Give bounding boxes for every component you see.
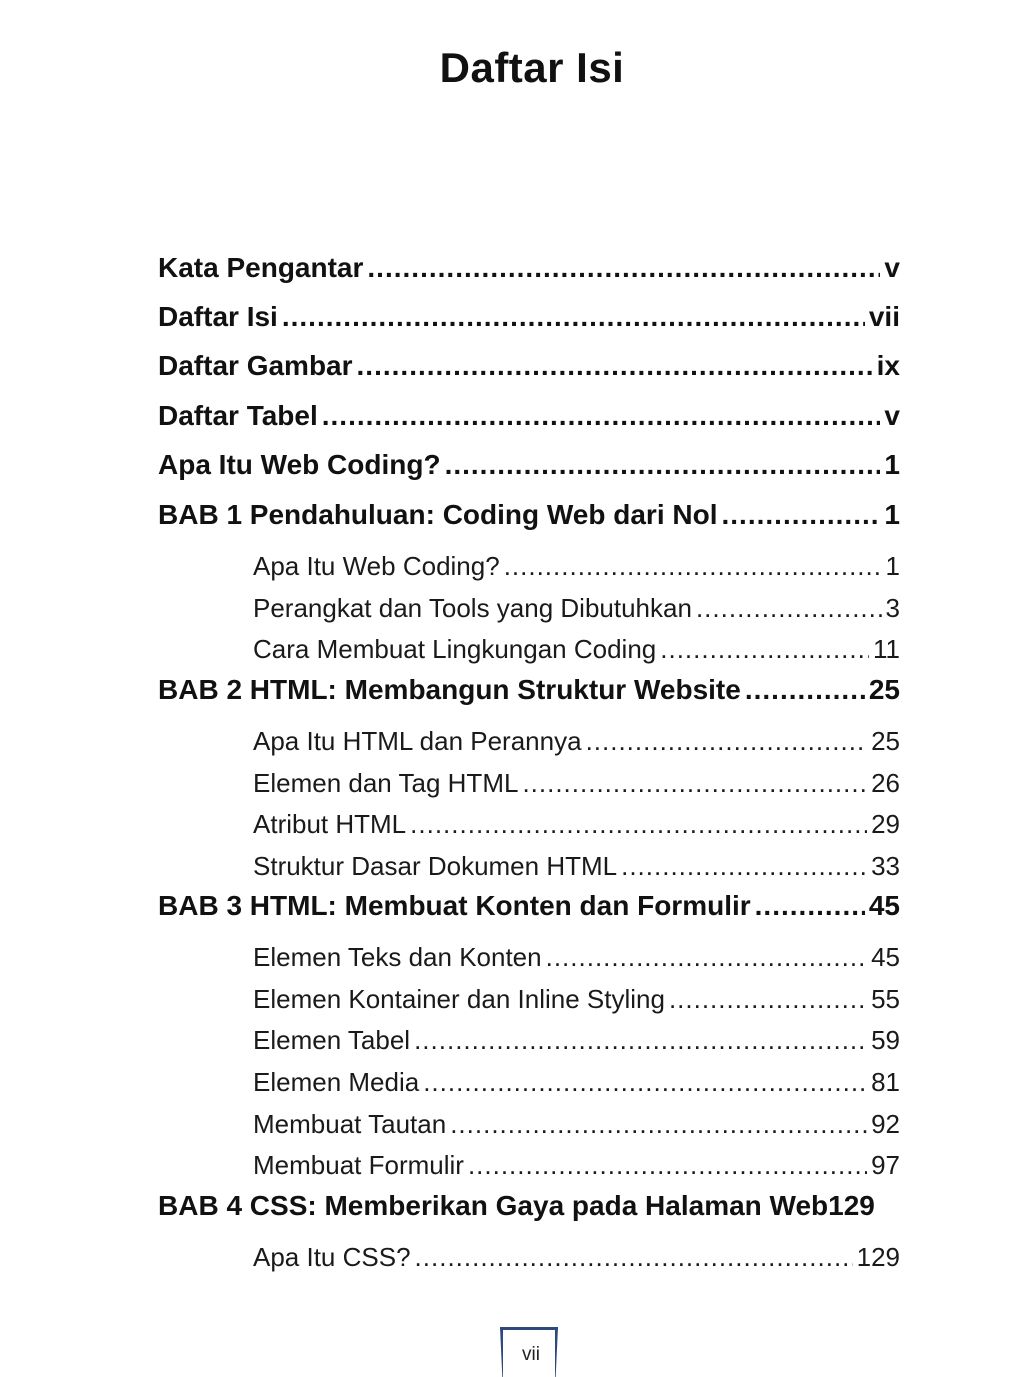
leader-dots [450, 1109, 867, 1140]
entry-page: 81 [871, 1067, 900, 1097]
leader-dots [415, 1242, 853, 1273]
entry-page: v [884, 400, 900, 431]
entry-page: 97 [871, 1150, 900, 1180]
toc-entry-kata-pengantar[interactable] [158, 252, 900, 286]
entry-label: BAB 1 Pendahuluan: Coding Web dari Nol [158, 499, 718, 530]
toc-entry-daftar-tabel[interactable] [158, 400, 900, 434]
toc-subentry[interactable] [253, 726, 900, 758]
entry-page: 45 [871, 942, 900, 972]
entry-label: Apa Itu CSS? [253, 1242, 411, 1272]
entry-page: 1 [884, 499, 900, 530]
leader-dots [755, 890, 865, 922]
entry-label: Atribut HTML [253, 809, 407, 839]
leader-dots [586, 726, 868, 757]
leader-dots [357, 350, 873, 382]
toc-entry-bab-3[interactable] [158, 890, 900, 924]
leader-dots [282, 301, 865, 333]
page-number: vii [522, 1344, 540, 1365]
entry-page: v [884, 252, 900, 283]
leader-dots [522, 768, 867, 799]
leader-dots [722, 499, 881, 531]
entry-label: Apa Itu Web Coding? [158, 449, 441, 480]
toc-subentry[interactable] [253, 634, 900, 666]
leader-dots [423, 1067, 867, 1098]
entry-label: Cara Membuat Lingkungan Coding [253, 634, 657, 664]
entry-page: 1 [884, 449, 900, 480]
entry-page: 59 [871, 1025, 900, 1055]
toc-subentry[interactable] [253, 1025, 900, 1057]
entry-page: 1 [885, 551, 900, 581]
toc-entry-apa-itu-web-coding[interactable] [158, 449, 900, 483]
toc-subentry[interactable] [253, 1242, 900, 1274]
entry-page: 11 [873, 634, 900, 664]
entry-page: 25 [871, 726, 900, 756]
toc-entry-bab-2[interactable] [158, 674, 900, 708]
entry-page: 3 [885, 593, 900, 623]
page-title: Daftar Isi [439, 44, 625, 91]
entry-page: ix [876, 350, 900, 381]
leader-dots [445, 449, 881, 481]
entry-page: vii [868, 301, 900, 332]
entry-label: Perangkat dan Tools yang Dibutuhkan [253, 593, 692, 623]
entry-label: Elemen Kontainer dan Inline Styling [253, 984, 665, 1014]
toc-entry-bab-1[interactable] [158, 499, 900, 533]
entry-label: Elemen dan Tag HTML [253, 768, 519, 798]
entry-page: 129 [828, 1190, 875, 1221]
leader-dots [468, 1150, 867, 1181]
toc-subentry[interactable] [253, 1067, 900, 1099]
entry-label: Daftar Isi [158, 301, 278, 332]
entry-label: Elemen Media [253, 1067, 420, 1097]
entry-label: BAB 4 CSS: Memberikan Gaya pada Halaman Web [158, 1190, 829, 1221]
entry-page: 129 [856, 1242, 900, 1272]
entry-label: Daftar Gambar [158, 350, 353, 381]
toc-entry-daftar-isi[interactable] [158, 301, 900, 335]
entry-page: 55 [871, 984, 900, 1014]
leader-dots [322, 400, 881, 432]
toc-entry-bab-4[interactable] [158, 1190, 918, 1224]
leader-dots [410, 809, 867, 840]
entry-label: Apa Itu Web Coding? [253, 551, 500, 581]
entry-label: Membuat Tautan [253, 1109, 447, 1139]
entry-page: 29 [871, 809, 900, 839]
toc-subentry[interactable] [253, 984, 900, 1016]
leader-dots [696, 593, 882, 624]
toc-subentry[interactable] [253, 851, 900, 883]
entry-page: 25 [868, 674, 900, 705]
leader-dots [546, 942, 867, 973]
toc-subentry[interactable] [253, 593, 900, 625]
entry-label: BAB 2 HTML: Membangun Struktur Website [158, 674, 741, 705]
toc-subentry[interactable] [253, 942, 900, 974]
leader-dots [669, 984, 867, 1015]
entry-label: BAB 3 HTML: Membuat Konten dan Formulir [158, 890, 751, 921]
toc-subentry[interactable] [253, 1150, 900, 1182]
leader-dots [504, 551, 882, 582]
entry-label: Membuat Formulir [253, 1150, 464, 1180]
entry-page: 33 [871, 851, 900, 881]
toc-subentry[interactable] [253, 551, 900, 583]
entry-label: Elemen Tabel [253, 1025, 411, 1055]
entry-label: Daftar Tabel [158, 400, 318, 431]
leader-dots [414, 1025, 867, 1056]
entry-label: Elemen Teks dan Konten [253, 942, 542, 972]
entry-page: 26 [871, 768, 900, 798]
toc-subentry[interactable] [253, 1109, 900, 1141]
leader-dots [660, 634, 869, 665]
entry-label: Kata Pengantar [158, 252, 364, 283]
entry-label: Apa Itu HTML dan Perannya [253, 726, 582, 756]
entry-label: Struktur Dasar Dokumen HTML [253, 851, 618, 881]
entry-page: 45 [868, 890, 900, 921]
leader-dots [367, 252, 880, 284]
leader-dots [745, 674, 865, 706]
toc-subentry[interactable] [253, 768, 900, 800]
leader-dots [621, 851, 867, 882]
entry-page: 92 [871, 1109, 900, 1139]
toc-entry-daftar-gambar[interactable] [158, 350, 900, 384]
toc-subentry[interactable] [253, 809, 900, 841]
